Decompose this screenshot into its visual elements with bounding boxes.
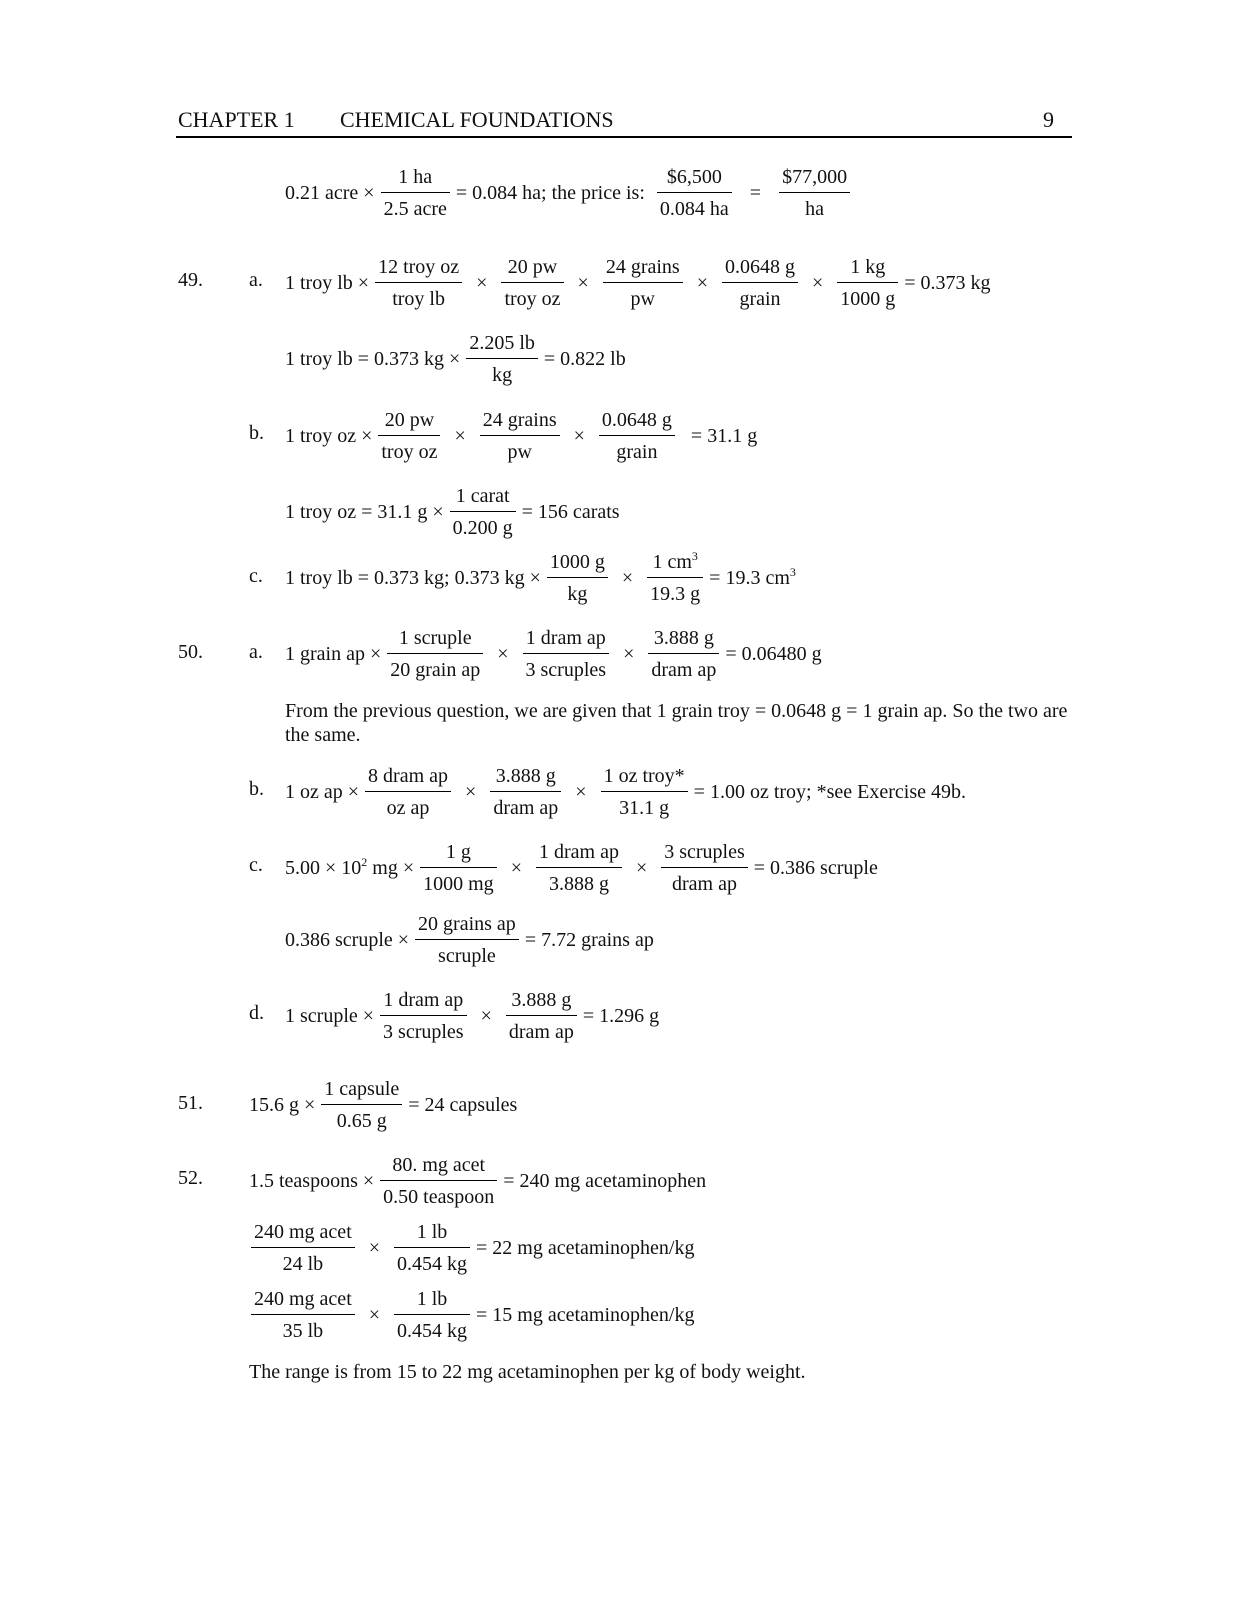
part-label: b. [249,778,264,800]
fraction: $\frac{3.888 g}{\text{dram ap}}$ [646,626,721,682]
equation-49b-carats: 1 troy oz = 31.1 g × $\frac{\text{1 carat}}{0.200 g}$ = 156 carats [285,485,620,539]
fraction: $\frac{1 lb}{0.454 kg}$ [392,1287,472,1343]
equation-49a: 1 troy lb × $\frac{\text{12 troy oz}}{\text{troy lb}}$ × $\frac{20 pw}{\text{troy oz}}$ × $\frac{\text{24 grains}}{pw}$ × $\frac{0.0648 g}{\text{grain}}$ × $\frac{1 kg}{1000 g}$ = 0.373 kg [285,256,991,310]
equation-50c: $5.00 \times 10^2$ mg × $\frac{1 g}{1000 mg}$ × $\frac{\text{1 dram ap}}{3.888 g}$ × $\frac{\text{3 scruples}}{\text{dram ap}}$ = 0.386 scruple [285,841,878,895]
fraction: $\frac{0.0648 g}{\text{grain}}$ [597,408,677,464]
fraction: $\frac{\text{240 mg acet}}{24 lb}$ [249,1220,357,1276]
equation-51: 15.6 g × $\frac{\text{1 capsule}}{0.65 g}$ = 24 capsules [249,1078,518,1132]
equation-49c: 1 troy lb = 0.373 kg; 0.373 kg × $\frac{1000 g}{kg}$ × $\frac{1 cm^3}{19.3 g}$ = 19.3 $cm^3$ [285,549,796,605]
equation-49a-lb: 1 troy lb = 0.373 kg × $\frac{2.205 lb}{kg}$ = 0.822 lb [285,332,626,386]
explanation-50a: From the previous question, we are given that 1 grain troy = 0.0648 g = 1 grain ap. So the two are the same. [285,700,1068,746]
part-label: c. [249,565,263,587]
fraction: $\frac{\text{1 dram ap}}{\text{3 scruples}}$ [521,626,612,682]
part-label: a. [249,269,263,291]
exercise-number: 52. [178,1167,203,1189]
part-label: a. [249,641,263,663]
equation-acre-price: 0.21 acre × $\frac{1 ha}{\text{2.5 acre}}$ = 0.084 ha; the price is: $\frac{\$6,500}{0.084 ha}$ = $\frac{\$77,000}{ha}$ [285,165,856,221]
fraction: $\frac{\text{3 scruples}}{\text{dram ap}}$ [659,840,750,896]
running-header [176,106,1072,138]
exercise-number: 50. [178,641,203,663]
fraction: $\frac{1000 g}{kg}$ [545,550,610,606]
chapter-title: CHEMICAL FOUNDATIONS [340,107,614,132]
fraction: $\frac{1 cm^3}{19.3 g}$ [645,550,705,606]
part-label: b. [249,422,264,444]
exercise-number: 49. [178,269,203,291]
fraction: $\frac{\$6,500}{0.084 ha}$ [655,165,734,221]
fraction: $\frac{2.205 lb}{kg}$ [464,331,540,387]
fraction: $\frac{\text{1 dram ap}}{3.888 g}$ [534,840,624,896]
equation-52-35lb: $\frac{\text{240 mg acet}}{35 lb}$ × $\frac{1 lb}{0.454 kg}$ = 15 mg acetaminophen/kg [249,1287,694,1343]
equation-50a: 1 grain ap × $\frac{\text{1 scruple}}{\text{20 grain ap}}$ × $\frac{\text{1 dram ap}}{\text{3 scruples}}$ × $\frac{3.888 g}{\text{dram ap}}$ = 0.06480 g [285,627,822,681]
fraction: $\frac{\text{8 dram ap}}{\text{oz ap}}$ [363,764,453,820]
fraction: $\frac{\text{24 grains}}{pw}$ [478,408,562,464]
fraction: $\frac{\text{240 mg acet}}{35 lb}$ [249,1287,357,1343]
equation-50d: 1 scruple × $\frac{\text{1 dram ap}}{\text{3 scruples}}$ × $\frac{3.888 g}{\text{dram ap}}$ = 1.296 g [285,989,660,1043]
fraction: $\frac{1 g}{1000 mg}$ [418,840,499,896]
fraction: $\frac{\text{1 scruple}}{\text{20 grain ap}}$ [385,626,485,682]
fraction: $\frac{\text{80. mg acet}}{\text{0.50 teaspoon}}$ [378,1153,499,1209]
page-number: 9 [1043,107,1054,132]
fraction: $\frac{\text{1 dram ap}}{\text{3 scruples}}$ [378,988,469,1044]
conclusion-52: The range is from 15 to 22 mg acetaminophen per kg of body weight. [249,1361,806,1383]
fraction: $\frac{1 lb}{0.454 kg}$ [392,1220,472,1276]
fraction: $\frac{\text{20 grains ap}}{\text{scruple}}$ [413,912,521,968]
chapter-number: CHAPTER 1 [178,107,295,132]
fraction: $\frac{3.888 g}{\text{dram ap}}$ [504,988,579,1044]
fraction: $\frac{\text{1 oz troy*}}{31.1 g}$ [599,764,690,820]
equation-49b: 1 troy oz × $\frac{20 pw}{\text{troy oz}}$ × $\frac{\text{24 grains}}{pw}$ × $\frac{0.0648 g}{\text{grain}}$ = 31.1 g [285,409,758,463]
fraction: $\frac{20 pw}{\text{troy oz}}$ [499,255,565,311]
fraction: $\frac{\$77,000}{ha}$ [777,165,852,221]
fraction: $\frac{\text{1 capsule}}{0.65 g}$ [319,1077,404,1133]
fraction: $\frac{20 pw}{\text{troy oz}}$ [376,408,442,464]
equation-50b: 1 oz ap × $\frac{\text{8 dram ap}}{\text{oz ap}}$ × $\frac{3.888 g}{\text{dram ap}}$ × $\frac{\text{1 oz troy*}}{31.1 g}$ = 1.00 oz troy; *see Exercise 49b. [285,765,966,819]
fraction: $\frac{1 kg}{1000 g}$ [835,255,900,311]
part-label: d. [249,1002,264,1024]
exercise-number: 51. [178,1092,203,1114]
equation-50c-grains: 0.386 scruple × $\frac{\text{20 grains ap}}{\text{scruple}}$ = 7.72 grains ap [285,913,654,967]
fraction: $\frac{\text{24 grains}}{pw}$ [601,255,685,311]
part-label: c. [249,854,263,876]
equation-52: 1.5 teaspoons × $\frac{\text{80. mg acet}}{\text{0.50 teaspoon}}$ = 240 mg acetaminophen [249,1154,707,1208]
fraction: $\frac{\text{1 carat}}{0.200 g}$ [448,484,518,540]
fraction: $\frac{\text{12 troy oz}}{\text{troy lb}}$ [373,255,464,311]
fraction: $\frac{0.0648 g}{\text{grain}}$ [720,255,800,311]
fraction: $\frac{3.888 g}{\text{dram ap}}$ [488,764,563,820]
fraction: $\frac{1 ha}{\text{2.5 acre}}$ [379,165,452,221]
equation-52-24lb: $\frac{\text{240 mg acet}}{24 lb}$ × $\frac{1 lb}{0.454 kg}$ = 22 mg acetaminophen/kg [249,1220,694,1276]
